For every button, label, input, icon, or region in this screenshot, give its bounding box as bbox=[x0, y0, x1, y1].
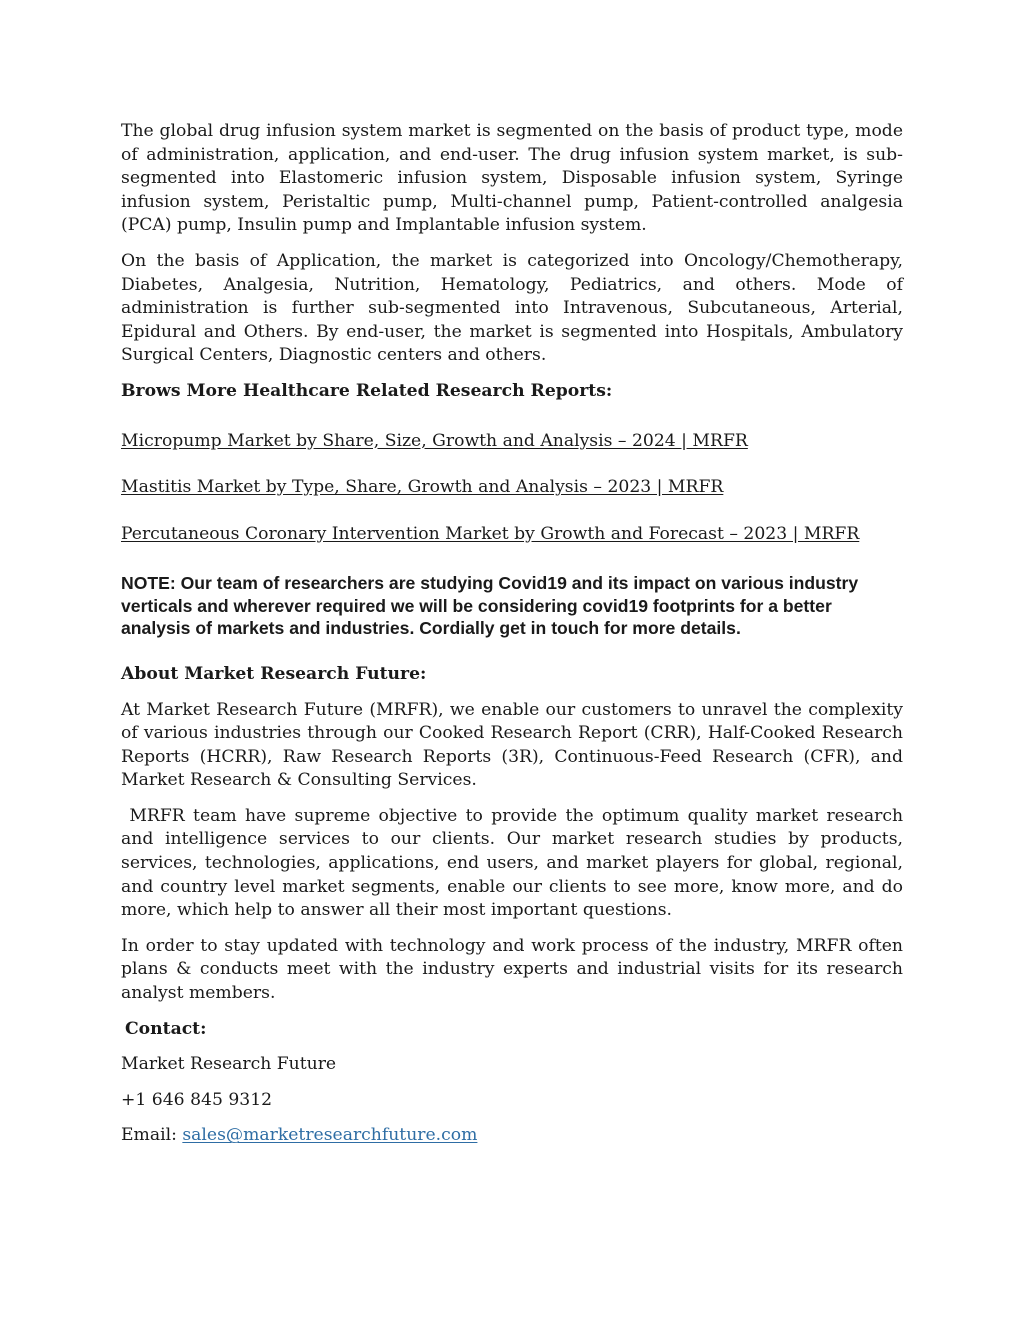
intro-paragraph-2: On the basis of Application, the market is categorized into Oncology/Chemotherapy, Diabetes, Analgesia, Nutrition, Hematology, Pediatrics, and others. Mode of administration is further sub-segmented into Intravenous, Subcutaneous, Arterial, Epidural and Others. By end-user, the market is segmented into Hospitals, Ambulatory Surgical Centers, Diagnostic centers and others. bbox=[121, 250, 903, 366]
intro-paragraph-1: The global drug infusion system market is segmented on the basis of product type, mode of administration, application, and end-user. The drug infusion system market, is sub-segmented into Elastomeric infusion system, Disposable infusion system, Syringe infusion system, Peristaltic pump, Multi-channel pump, Patient-controlled analgesia (PCA) pump, Insulin pump and Implantable infusion system. bbox=[121, 121, 903, 236]
about-paragraph-3: In order to stay updated with technology and work process of the industry, MRFR often plans & conducts meet with the industry experts and industrial visits for its research analyst members. bbox=[121, 935, 903, 1004]
contact-company: Market Research Future bbox=[121, 1054, 337, 1075]
document-page bbox=[121, 120, 909, 1160]
related-reports-heading: Brows More Healthcare Related Research Reports: bbox=[121, 380, 613, 401]
contact-email-label: Email: bbox=[121, 1125, 183, 1146]
related-report-link-mastitis[interactable]: Mastitis Market by Type, Share, Growth and Analysis – 2023 | MRFR bbox=[121, 477, 724, 498]
covid-note: NOTE: Our team of researchers are studying Covid19 and its impact on various industry verticals and wherever required we will be considering covid19 footprints for a better analysis of markets and industries. Cordially get in touch for more details. bbox=[121, 573, 859, 638]
about-paragraph-2: MRFR team have supreme objective to provide the optimum quality market research and intelligence services to our clients. Our market research studies by products, services, technologies, applications, end users, and market players for global, regional, and country level market segments, enable our clients to see more, know more, and do more, which help to answer all their most important questions. bbox=[121, 805, 909, 921]
about-paragraph-1: At Market Research Future (MRFR), we enable our customers to unravel the complexity of various industries through our Cooked Research Report (CRR), Half-Cooked Research Reports (HCRR), Raw Research Reports (3R), Continuous-Feed Research (CFR), and Market Research & Consulting Services. bbox=[121, 699, 903, 791]
contact-phone: +1 646 845 9312 bbox=[121, 1089, 273, 1110]
related-report-link-pci[interactable]: Percutaneous Coronary Intervention Market by Growth and Forecast – 2023 | MRFR bbox=[121, 523, 860, 544]
about-heading: About Market Research Future: bbox=[121, 663, 427, 684]
contact-heading: Contact: bbox=[125, 1018, 207, 1039]
related-report-link-micropump[interactable]: Micropump Market by Share, Size, Growth and Analysis – 2024 | MRFR bbox=[121, 430, 748, 451]
contact-email-line bbox=[121, 1124, 903, 1148]
contact-email-link[interactable]: sales@marketresearchfuture.com bbox=[182, 1125, 478, 1146]
